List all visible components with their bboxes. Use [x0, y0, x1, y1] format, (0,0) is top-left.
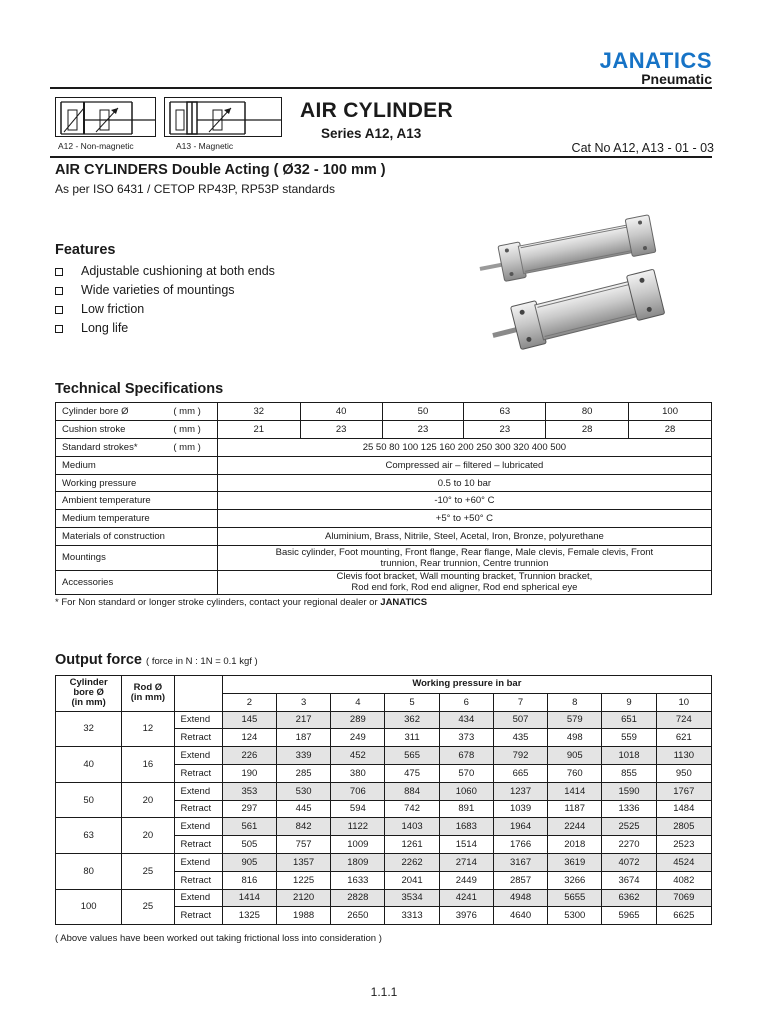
table-row	[56, 474, 712, 492]
force-value-cell: 579	[548, 711, 602, 729]
force-value-cell: 445	[276, 800, 330, 818]
catalog-number: Cat No A12, A13 - 01 - 03	[571, 141, 714, 155]
column-header-blank	[174, 676, 222, 712]
force-value-cell: 6362	[602, 889, 656, 907]
force-value-cell: 311	[385, 729, 439, 747]
force-value-cell: 5655	[548, 889, 602, 907]
checkbox-bullet-icon	[55, 306, 63, 314]
column-header-bore: Cylinder bore Ø (in mm)	[56, 676, 122, 712]
force-value-cell: 373	[439, 729, 493, 747]
force-value-cell: 2244	[548, 818, 602, 836]
force-value-cell: 498	[548, 729, 602, 747]
pressure-header: 10	[656, 693, 711, 711]
rod-cell: 25	[122, 889, 174, 925]
brand-logo	[600, 50, 712, 86]
pressure-header: 3	[276, 693, 330, 711]
force-value-cell: 339	[276, 747, 330, 765]
table-row	[56, 438, 712, 456]
force-value-cell: 742	[385, 800, 439, 818]
table-row	[56, 711, 712, 729]
force-value-cell: 145	[222, 711, 276, 729]
force-value-cell: 1484	[656, 800, 711, 818]
air-cylinder-illustration-icon	[466, 195, 666, 355]
force-value-cell: 4948	[493, 889, 547, 907]
cylinder-magnetic-symbol-icon	[165, 98, 283, 138]
standards-text: As per ISO 6431 / CETOP RP43P, RP53P standards	[55, 182, 335, 196]
force-value-cell: 1336	[602, 800, 656, 818]
force-value-cell: 3313	[385, 907, 439, 925]
force-value-cell: 475	[385, 764, 439, 782]
column-header-rod: Rod Ø (in mm)	[122, 676, 174, 712]
list-item: Adjustable cushioning at both ends	[55, 262, 275, 281]
spec-unit: ( mm )	[173, 420, 217, 438]
spec-label: Ambient temperature	[56, 492, 218, 510]
force-value-cell: 724	[656, 711, 711, 729]
force-value-cell: 4241	[439, 889, 493, 907]
symbol-a13-magnetic	[164, 97, 282, 137]
table-row	[56, 492, 712, 510]
force-value-cell: 187	[276, 729, 330, 747]
force-value-cell: 217	[276, 711, 330, 729]
force-value-cell: 1261	[385, 836, 439, 854]
mountings-line-1: Basic cylinder, Foot mounting, Front flange, Rear flange, Male clevis, Female clevis, Front	[275, 546, 654, 558]
force-value-cell: 1187	[548, 800, 602, 818]
spec-label: Medium	[56, 456, 218, 474]
table-row	[56, 420, 712, 438]
rod-cell: 20	[122, 818, 174, 854]
force-value-cell: 362	[385, 711, 439, 729]
force-value-cell: 6625	[656, 907, 711, 925]
extend-label: Extend	[174, 889, 222, 907]
force-value-cell: 1766	[493, 836, 547, 854]
force-value-cell: 1414	[222, 889, 276, 907]
force-value-cell: 7069	[656, 889, 711, 907]
force-value-cell: 570	[439, 764, 493, 782]
force-value-cell: 950	[656, 764, 711, 782]
spec-cell: 40	[300, 403, 382, 421]
force-value-cell: 905	[222, 853, 276, 871]
spec-cell	[217, 546, 711, 571]
product-image	[466, 195, 666, 355]
features-heading: Features	[55, 242, 116, 258]
force-value-cell: 1590	[602, 782, 656, 800]
cylinder-symbol-icon	[56, 98, 157, 138]
extend-label: Extend	[174, 853, 222, 871]
product-heading: AIR CYLINDERS Double Acting ( Ø32 - 100 mm )	[55, 162, 386, 178]
retract-label: Retract	[174, 729, 222, 747]
spec-label: Cushion stroke	[56, 420, 174, 438]
bore-cell: 32	[56, 711, 122, 747]
pressure-header: 2	[222, 693, 276, 711]
pressure-header: 5	[385, 693, 439, 711]
force-value-cell: 190	[222, 764, 276, 782]
force-value-cell: 792	[493, 747, 547, 765]
force-value-cell: 842	[276, 818, 330, 836]
table-header-row	[56, 676, 712, 694]
table-row	[56, 510, 712, 528]
force-value-cell: 1403	[385, 818, 439, 836]
spec-cell: 28	[546, 420, 629, 438]
column-header-pressure: Working pressure in bar	[222, 676, 711, 694]
force-value-cell: 2270	[602, 836, 656, 854]
spec-cell: 0.5 to 10 bar	[217, 474, 711, 492]
force-value-cell: 1514	[439, 836, 493, 854]
page-number: 1.1.1	[370, 985, 398, 999]
rod-cell: 16	[122, 747, 174, 783]
pressure-header: 7	[493, 693, 547, 711]
page-title: AIR CYLINDER	[300, 99, 453, 122]
spec-label: Materials of construction	[56, 528, 218, 546]
force-value-cell: 1414	[548, 782, 602, 800]
force-value-cell: 435	[493, 729, 547, 747]
spec-cell: 32	[217, 403, 300, 421]
force-value-cell: 5965	[602, 907, 656, 925]
force-value-cell: 905	[548, 747, 602, 765]
force-value-cell: 2714	[439, 853, 493, 871]
force-value-cell: 2857	[493, 871, 547, 889]
symbol-a13-label: A13 - Magnetic	[176, 141, 234, 151]
table-row	[56, 818, 712, 836]
force-value-cell: 891	[439, 800, 493, 818]
output-force-table	[55, 675, 712, 925]
force-value-cell: 507	[493, 711, 547, 729]
spec-cell: 23	[464, 420, 546, 438]
force-value-cell: 2828	[331, 889, 385, 907]
force-value-cell: 4082	[656, 871, 711, 889]
force-value-cell: 353	[222, 782, 276, 800]
retract-label: Retract	[174, 871, 222, 889]
force-note: ( Above values have been worked out taking frictional loss into consideration )	[55, 933, 382, 944]
force-value-cell: 665	[493, 764, 547, 782]
force-value-cell: 559	[602, 729, 656, 747]
force-value-cell: 651	[602, 711, 656, 729]
force-value-cell: 2018	[548, 836, 602, 854]
force-value-cell: 4640	[493, 907, 547, 925]
series-title: Series A12, A13	[321, 126, 422, 141]
brand-subtitle: Pneumatic	[641, 71, 712, 87]
force-value-cell: 2525	[602, 818, 656, 836]
pressure-header: 6	[439, 693, 493, 711]
spec-label: Mountings	[56, 546, 218, 571]
force-value-cell: 2523	[656, 836, 711, 854]
force-value-cell: 1130	[656, 747, 711, 765]
checkbox-bullet-icon	[55, 325, 63, 333]
spec-unit: ( mm )	[173, 438, 217, 456]
table-row	[56, 403, 712, 421]
force-value-cell: 4524	[656, 853, 711, 871]
force-value-cell: 3167	[493, 853, 547, 871]
force-value-cell: 297	[222, 800, 276, 818]
features-list	[55, 262, 275, 338]
spec-unit: ( mm )	[173, 403, 217, 421]
accessories-line-1: Clevis foot bracket, Wall mounting bracket, Trunnion bracket,	[336, 571, 593, 583]
tech-spec-table	[55, 402, 712, 595]
retract-label: Retract	[174, 800, 222, 818]
force-value-cell: 1633	[331, 871, 385, 889]
spec-label: Cylinder bore Ø	[56, 403, 174, 421]
list-item: Wide varieties of mountings	[55, 281, 275, 300]
force-value-cell: 249	[331, 729, 385, 747]
spec-cell: 80	[546, 403, 629, 421]
force-value-cell: 1325	[222, 907, 276, 925]
table-row	[56, 456, 712, 474]
force-value-cell: 2041	[385, 871, 439, 889]
table-row	[56, 528, 712, 546]
force-value-cell: 1357	[276, 853, 330, 871]
force-value-cell: 505	[222, 836, 276, 854]
spec-cell: 23	[300, 420, 382, 438]
spec-cell: 100	[629, 403, 712, 421]
force-value-cell: 1060	[439, 782, 493, 800]
rod-cell: 25	[122, 853, 174, 889]
extend-label: Extend	[174, 818, 222, 836]
header-rule-bottom	[50, 156, 712, 158]
spec-cell	[217, 570, 711, 595]
checkbox-bullet-icon	[55, 268, 63, 276]
table-row	[56, 782, 712, 800]
spec-cell: 50	[382, 403, 464, 421]
spec-cell: 23	[382, 420, 464, 438]
force-value-cell: 530	[276, 782, 330, 800]
bore-cell: 100	[56, 889, 122, 925]
table-row	[56, 889, 712, 907]
force-value-cell: 1237	[493, 782, 547, 800]
force-value-cell: 5300	[548, 907, 602, 925]
force-value-cell: 565	[385, 747, 439, 765]
force-value-cell: 1767	[656, 782, 711, 800]
force-value-cell: 3976	[439, 907, 493, 925]
table-row	[56, 570, 712, 595]
force-value-cell: 1039	[493, 800, 547, 818]
spec-cell: -10° to +60° C	[217, 492, 711, 510]
table-row	[56, 853, 712, 871]
force-value-cell: 1225	[276, 871, 330, 889]
spec-cell: +5° to +50° C	[217, 510, 711, 528]
force-value-cell: 1122	[331, 818, 385, 836]
force-value-cell: 452	[331, 747, 385, 765]
spec-label: Medium temperature	[56, 510, 218, 528]
force-value-cell: 434	[439, 711, 493, 729]
force-value-cell: 3674	[602, 871, 656, 889]
spec-cell: Aluminium, Brass, Nitrile, Steel, Acetal, Iron, Bronze, polyurethane	[217, 528, 711, 546]
extend-label: Extend	[174, 782, 222, 800]
force-value-cell: 226	[222, 747, 276, 765]
bore-cell: 80	[56, 853, 122, 889]
output-force-subtitle: ( force in N : 1N = 0.1 kgf )	[146, 656, 258, 667]
symbol-a12-label: A12 - Non-magnetic	[58, 141, 134, 151]
force-value-cell: 3266	[548, 871, 602, 889]
force-value-cell: 1683	[439, 818, 493, 836]
force-value-cell: 855	[602, 764, 656, 782]
spec-footnote: * For Non standard or longer stroke cylinders, contact your regional dealer or JANATICS	[55, 597, 428, 608]
rod-cell: 12	[122, 711, 174, 747]
force-value-cell: 2449	[439, 871, 493, 889]
force-value-cell: 2262	[385, 853, 439, 871]
output-force-heading: Output force ( force in N : 1N = 0.1 kgf )	[55, 652, 258, 668]
force-value-cell: 816	[222, 871, 276, 889]
force-value-cell: 706	[331, 782, 385, 800]
spec-cell: Compressed air – filtered – lubricated	[217, 456, 711, 474]
spec-cell: 21	[217, 420, 300, 438]
list-item: Low friction	[55, 300, 275, 319]
force-value-cell: 1964	[493, 818, 547, 836]
force-value-cell: 3619	[548, 853, 602, 871]
bore-cell: 50	[56, 782, 122, 818]
retract-label: Retract	[174, 907, 222, 925]
force-value-cell: 380	[331, 764, 385, 782]
spec-label: Standard strokes*	[56, 438, 174, 456]
force-value-cell: 1809	[331, 853, 385, 871]
table-row	[56, 546, 712, 571]
force-value-cell: 2805	[656, 818, 711, 836]
force-value-cell: 3534	[385, 889, 439, 907]
bore-cell: 40	[56, 747, 122, 783]
force-value-cell: 285	[276, 764, 330, 782]
force-value-cell: 1009	[331, 836, 385, 854]
checkbox-bullet-icon	[55, 287, 63, 295]
spec-cell: 28	[629, 420, 712, 438]
bore-cell: 63	[56, 818, 122, 854]
force-value-cell: 2650	[331, 907, 385, 925]
force-value-cell: 124	[222, 729, 276, 747]
pressure-header: 4	[331, 693, 385, 711]
accessories-line-2: Rod end fork, Rod end aligner, Rod end spherical eye	[351, 582, 578, 594]
header-rule-top	[50, 87, 712, 89]
force-value-cell: 2120	[276, 889, 330, 907]
spec-cell: 63	[464, 403, 546, 421]
force-value-cell: 678	[439, 747, 493, 765]
spec-cell: 25 50 80 100 125 160 200 250 300 320 400 500	[217, 438, 711, 456]
force-value-cell: 621	[656, 729, 711, 747]
mountings-line-2: trunnion, Rear trunnion, Centre trunnion	[380, 557, 549, 569]
extend-label: Extend	[174, 747, 222, 765]
force-value-cell: 594	[331, 800, 385, 818]
pressure-header: 9	[602, 693, 656, 711]
force-value-cell: 1988	[276, 907, 330, 925]
force-value-cell: 884	[385, 782, 439, 800]
symbol-a12-non-magnetic	[55, 97, 156, 137]
spec-label: Accessories	[56, 570, 218, 595]
pressure-header: 8	[548, 693, 602, 711]
extend-label: Extend	[174, 711, 222, 729]
force-value-cell: 289	[331, 711, 385, 729]
force-value-cell: 4072	[602, 853, 656, 871]
force-value-cell: 1018	[602, 747, 656, 765]
force-value-cell: 760	[548, 764, 602, 782]
rod-cell: 20	[122, 782, 174, 818]
force-value-cell: 561	[222, 818, 276, 836]
retract-label: Retract	[174, 764, 222, 782]
force-value-cell: 757	[276, 836, 330, 854]
footnote-brand: JANATICS	[380, 597, 428, 608]
tech-spec-heading: Technical Specifications	[55, 381, 224, 397]
table-row	[56, 747, 712, 765]
retract-label: Retract	[174, 836, 222, 854]
list-item: Long life	[55, 319, 275, 338]
brand-name: JANATICS	[599, 48, 712, 73]
spec-label: Working pressure	[56, 474, 218, 492]
